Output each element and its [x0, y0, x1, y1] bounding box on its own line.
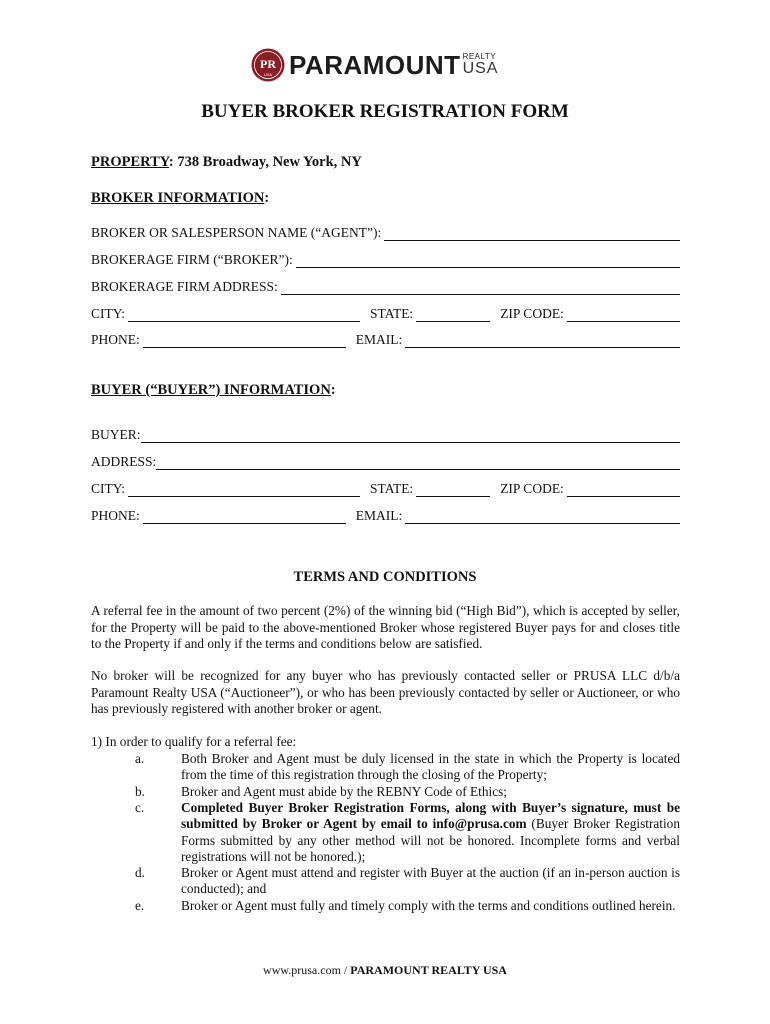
- item-marker: e.: [135, 898, 145, 913]
- paramount-logo: [251, 44, 498, 86]
- item-rest-text: (Buyer Broker Registration Forms submitted by any other method will not be honored. Incomplete forms and verbal registrations will not be honored.);: [181, 816, 680, 864]
- property-value: : 738 Broadway, New York, NY: [168, 154, 362, 170]
- broker-state-label: STATE:: [370, 306, 414, 321]
- buyer-email-label: EMAIL:: [355, 508, 403, 523]
- buyer-city-label: CITY:: [91, 481, 126, 496]
- terms-paragraph-broker-recognition: No broker will be recognized for any buyer who has previously contacted seller or PRUSA LLC d/b/a Paramount Realty USA (“Auctioneer”), or who has been previously contacted by seller or Auctioneer, or who has previously registered with another broker or agent.: [91, 668, 680, 716]
- broker-state-line[interactable]: [416, 309, 490, 322]
- item-text: Broker and Agent must abide by the REBNY Code of Ethics;: [181, 784, 507, 799]
- buyer-address-label: ADDRESS:: [91, 454, 157, 469]
- buyer-state-line[interactable]: [416, 484, 490, 497]
- brokerage-address-label: BROKERAGE FIRM ADDRESS:: [91, 279, 278, 294]
- property-line: [91, 154, 362, 171]
- buyer-phone-line[interactable]: [143, 511, 346, 524]
- item-marker: c.: [135, 800, 145, 815]
- item-text: Broker or Agent must attend and register with Buyer at the auction (if an in-person auction is conducted); and: [181, 865, 680, 897]
- agent-name-label: BROKER OR SALESPERSON NAME (“AGENT”):: [91, 225, 382, 240]
- brokerage-firm-field[interactable]: [91, 250, 680, 268]
- item-text: Broker or Agent must fully and timely comply with the terms and conditions outlined herein.: [181, 898, 676, 913]
- logo-sub-usa: USA: [462, 60, 499, 77]
- buyer-zip-line[interactable]: [567, 484, 680, 497]
- broker-email-line[interactable]: [405, 335, 680, 348]
- buyer-address-field[interactable]: [91, 452, 680, 470]
- logo-sub-realty: REALTY: [462, 52, 497, 61]
- buyer-name-line[interactable]: [141, 430, 680, 443]
- brokerage-address-line[interactable]: [281, 282, 680, 295]
- footer-site: www.prusa.com /: [263, 963, 351, 977]
- buyer-heading-colon: :: [330, 382, 336, 398]
- brokerage-firm-label: BROKERAGE FIRM (“BROKER”):: [91, 252, 293, 267]
- footer-brand: PARAMOUNT REALTY USA: [350, 963, 507, 977]
- qualify-item-b: [135, 784, 680, 800]
- page-footer: [0, 963, 770, 978]
- terms-paragraph-referral-fee: A referral fee in the amount of two percent (2%) of the winning bid (“High Bid”), which is accepted by seller, for the Property will be paid to the above-mentioned Broker whose registered Buyer pays for and closes title to the Property if and only if the terms and conditions below are satisfied.: [91, 603, 680, 651]
- agent-name-field[interactable]: [91, 223, 680, 241]
- qualify-list-intro: 1) In order to qualify for a referral fee:: [91, 734, 297, 749]
- item-text: [181, 800, 680, 865]
- broker-heading-text: BROKER INFORMATION: [91, 190, 265, 206]
- broker-phone-email-row: [91, 330, 680, 348]
- buyer-phone-label: PHONE:: [91, 508, 140, 523]
- agent-name-line[interactable]: [384, 228, 680, 241]
- property-label: PROPERTY: [91, 154, 169, 170]
- broker-phone-line[interactable]: [143, 335, 346, 348]
- qualify-item-c: [135, 800, 680, 865]
- buyer-state-label: STATE:: [370, 481, 414, 496]
- buyer-name-label: BUYER:: [91, 427, 141, 442]
- broker-zip-line[interactable]: [567, 309, 680, 322]
- qualify-item-d: [135, 865, 680, 898]
- broker-phone-label: PHONE:: [91, 332, 140, 347]
- broker-city-state-zip-row: [91, 304, 680, 322]
- broker-heading-colon: :: [264, 190, 270, 206]
- qualify-item-a: [135, 751, 680, 784]
- broker-zip-label: ZIP CODE:: [500, 306, 564, 321]
- buyer-email-line[interactable]: [405, 511, 680, 524]
- page-title: BUYER BROKER REGISTRATION FORM: [201, 101, 569, 122]
- item-marker: b.: [135, 784, 145, 799]
- buyer-name-field[interactable]: [91, 425, 680, 443]
- item-bold-text: Completed Buyer Broker Registration Forms, along with Buyer’s signature, must be submitted by Broker or Agent by email to info@prusa.com: [181, 800, 680, 832]
- broker-city-line[interactable]: [128, 309, 360, 322]
- seal-monogram: PR: [260, 57, 276, 71]
- buyer-city-line[interactable]: [128, 484, 360, 497]
- brokerage-address-field[interactable]: [91, 277, 680, 295]
- broker-email-label: EMAIL:: [355, 332, 403, 347]
- buyer-address-line[interactable]: [156, 457, 680, 470]
- item-marker: a.: [135, 751, 145, 766]
- item-marker: d.: [135, 865, 145, 880]
- logo-word: PARAMOUNT: [289, 50, 461, 80]
- seal-sub: USA: [263, 72, 273, 77]
- terms-heading: TERMS AND CONDITIONS: [293, 569, 477, 585]
- broker-city-label: CITY:: [91, 306, 126, 321]
- qualify-item-e: [135, 898, 680, 914]
- logo-sub: [463, 53, 499, 77]
- paramount-seal-icon: [251, 48, 285, 82]
- buyer-heading-text: BUYER (“BUYER”) INFORMATION: [91, 382, 331, 398]
- buyer-zip-label: ZIP CODE:: [500, 481, 564, 496]
- item-text: Both Broker and Agent must be duly licensed in the state in which the Property is located from the time of this registration through the closing of the Property;: [181, 751, 680, 783]
- brokerage-firm-line[interactable]: [296, 255, 680, 268]
- buyer-phone-email-row: [91, 506, 680, 524]
- broker-section-heading: [91, 190, 269, 207]
- buyer-city-state-zip-row: [91, 479, 680, 497]
- buyer-section-heading: [91, 382, 336, 399]
